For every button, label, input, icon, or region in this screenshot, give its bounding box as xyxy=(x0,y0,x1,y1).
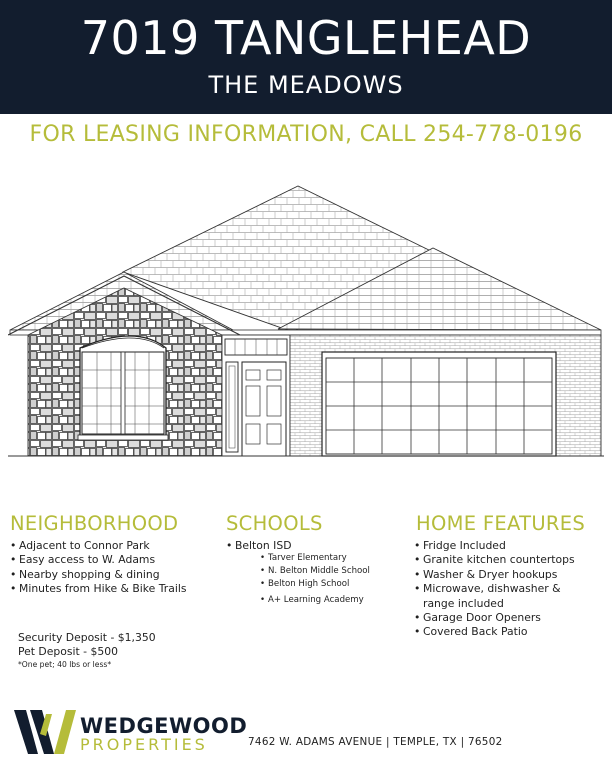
list-item: • N. Belton Middle School xyxy=(260,565,370,578)
list-item: • A+ Learning Academy xyxy=(260,594,370,607)
deposit-info xyxy=(18,631,156,670)
list-item: • Garage Door Openers xyxy=(414,611,575,625)
list-item: • Fridge Included xyxy=(414,539,575,553)
list-item: • Adjacent to Connor Park xyxy=(10,539,186,553)
pet-note: *One pet; 40 lbs or less* xyxy=(18,660,112,669)
list-item: • Tarver Elementary xyxy=(260,552,370,565)
brand-name: WEDGEWOOD xyxy=(80,714,248,738)
house-elevation-drawing xyxy=(8,184,604,468)
pet-deposit: Pet Deposit - $500 xyxy=(18,645,118,658)
neighborhood-heading: NEIGHBORHOOD xyxy=(10,512,179,535)
list-item: • Nearby shopping & dining xyxy=(10,568,186,582)
leasing-phone-line: FOR LEASING INFORMATION, CALL 254-778-0196 xyxy=(29,122,583,147)
list-item: • Easy access to W. Adams xyxy=(10,553,186,567)
security-deposit: Security Deposit - $1,350 xyxy=(18,631,156,644)
office-address: 7462 W. ADAMS AVENUE | TEMPLE, TX | 76502 xyxy=(248,736,503,748)
list-item-text: Microwave, dishwasher & xyxy=(423,582,561,596)
brand-subtitle: PROPERTIES xyxy=(80,735,208,754)
school-district: • Belton ISD xyxy=(226,539,292,553)
home-features-heading: HOME FEATURES xyxy=(416,512,586,535)
list-item-continuation: range included xyxy=(423,596,504,610)
wedgewood-w-logo-icon xyxy=(14,708,78,756)
neighborhood-list xyxy=(10,539,186,597)
list-item: • Belton High School xyxy=(260,578,370,591)
list-item: • Washer & Dryer hookups xyxy=(414,568,575,582)
property-address-title: 7019 TANGLEHEAD xyxy=(80,11,532,65)
list-item: • Minutes from Hike & Bike Trails xyxy=(10,582,186,596)
list-item: • Covered Back Patio xyxy=(414,625,575,639)
header-banner xyxy=(0,0,612,114)
community-name: THE MEADOWS xyxy=(208,71,404,99)
home-features-list xyxy=(414,539,575,640)
list-item xyxy=(414,582,575,611)
schools-heading: SCHOOLS xyxy=(226,512,323,535)
list-item: • Granite kitchen countertops xyxy=(414,553,575,567)
schools-list xyxy=(260,552,370,607)
